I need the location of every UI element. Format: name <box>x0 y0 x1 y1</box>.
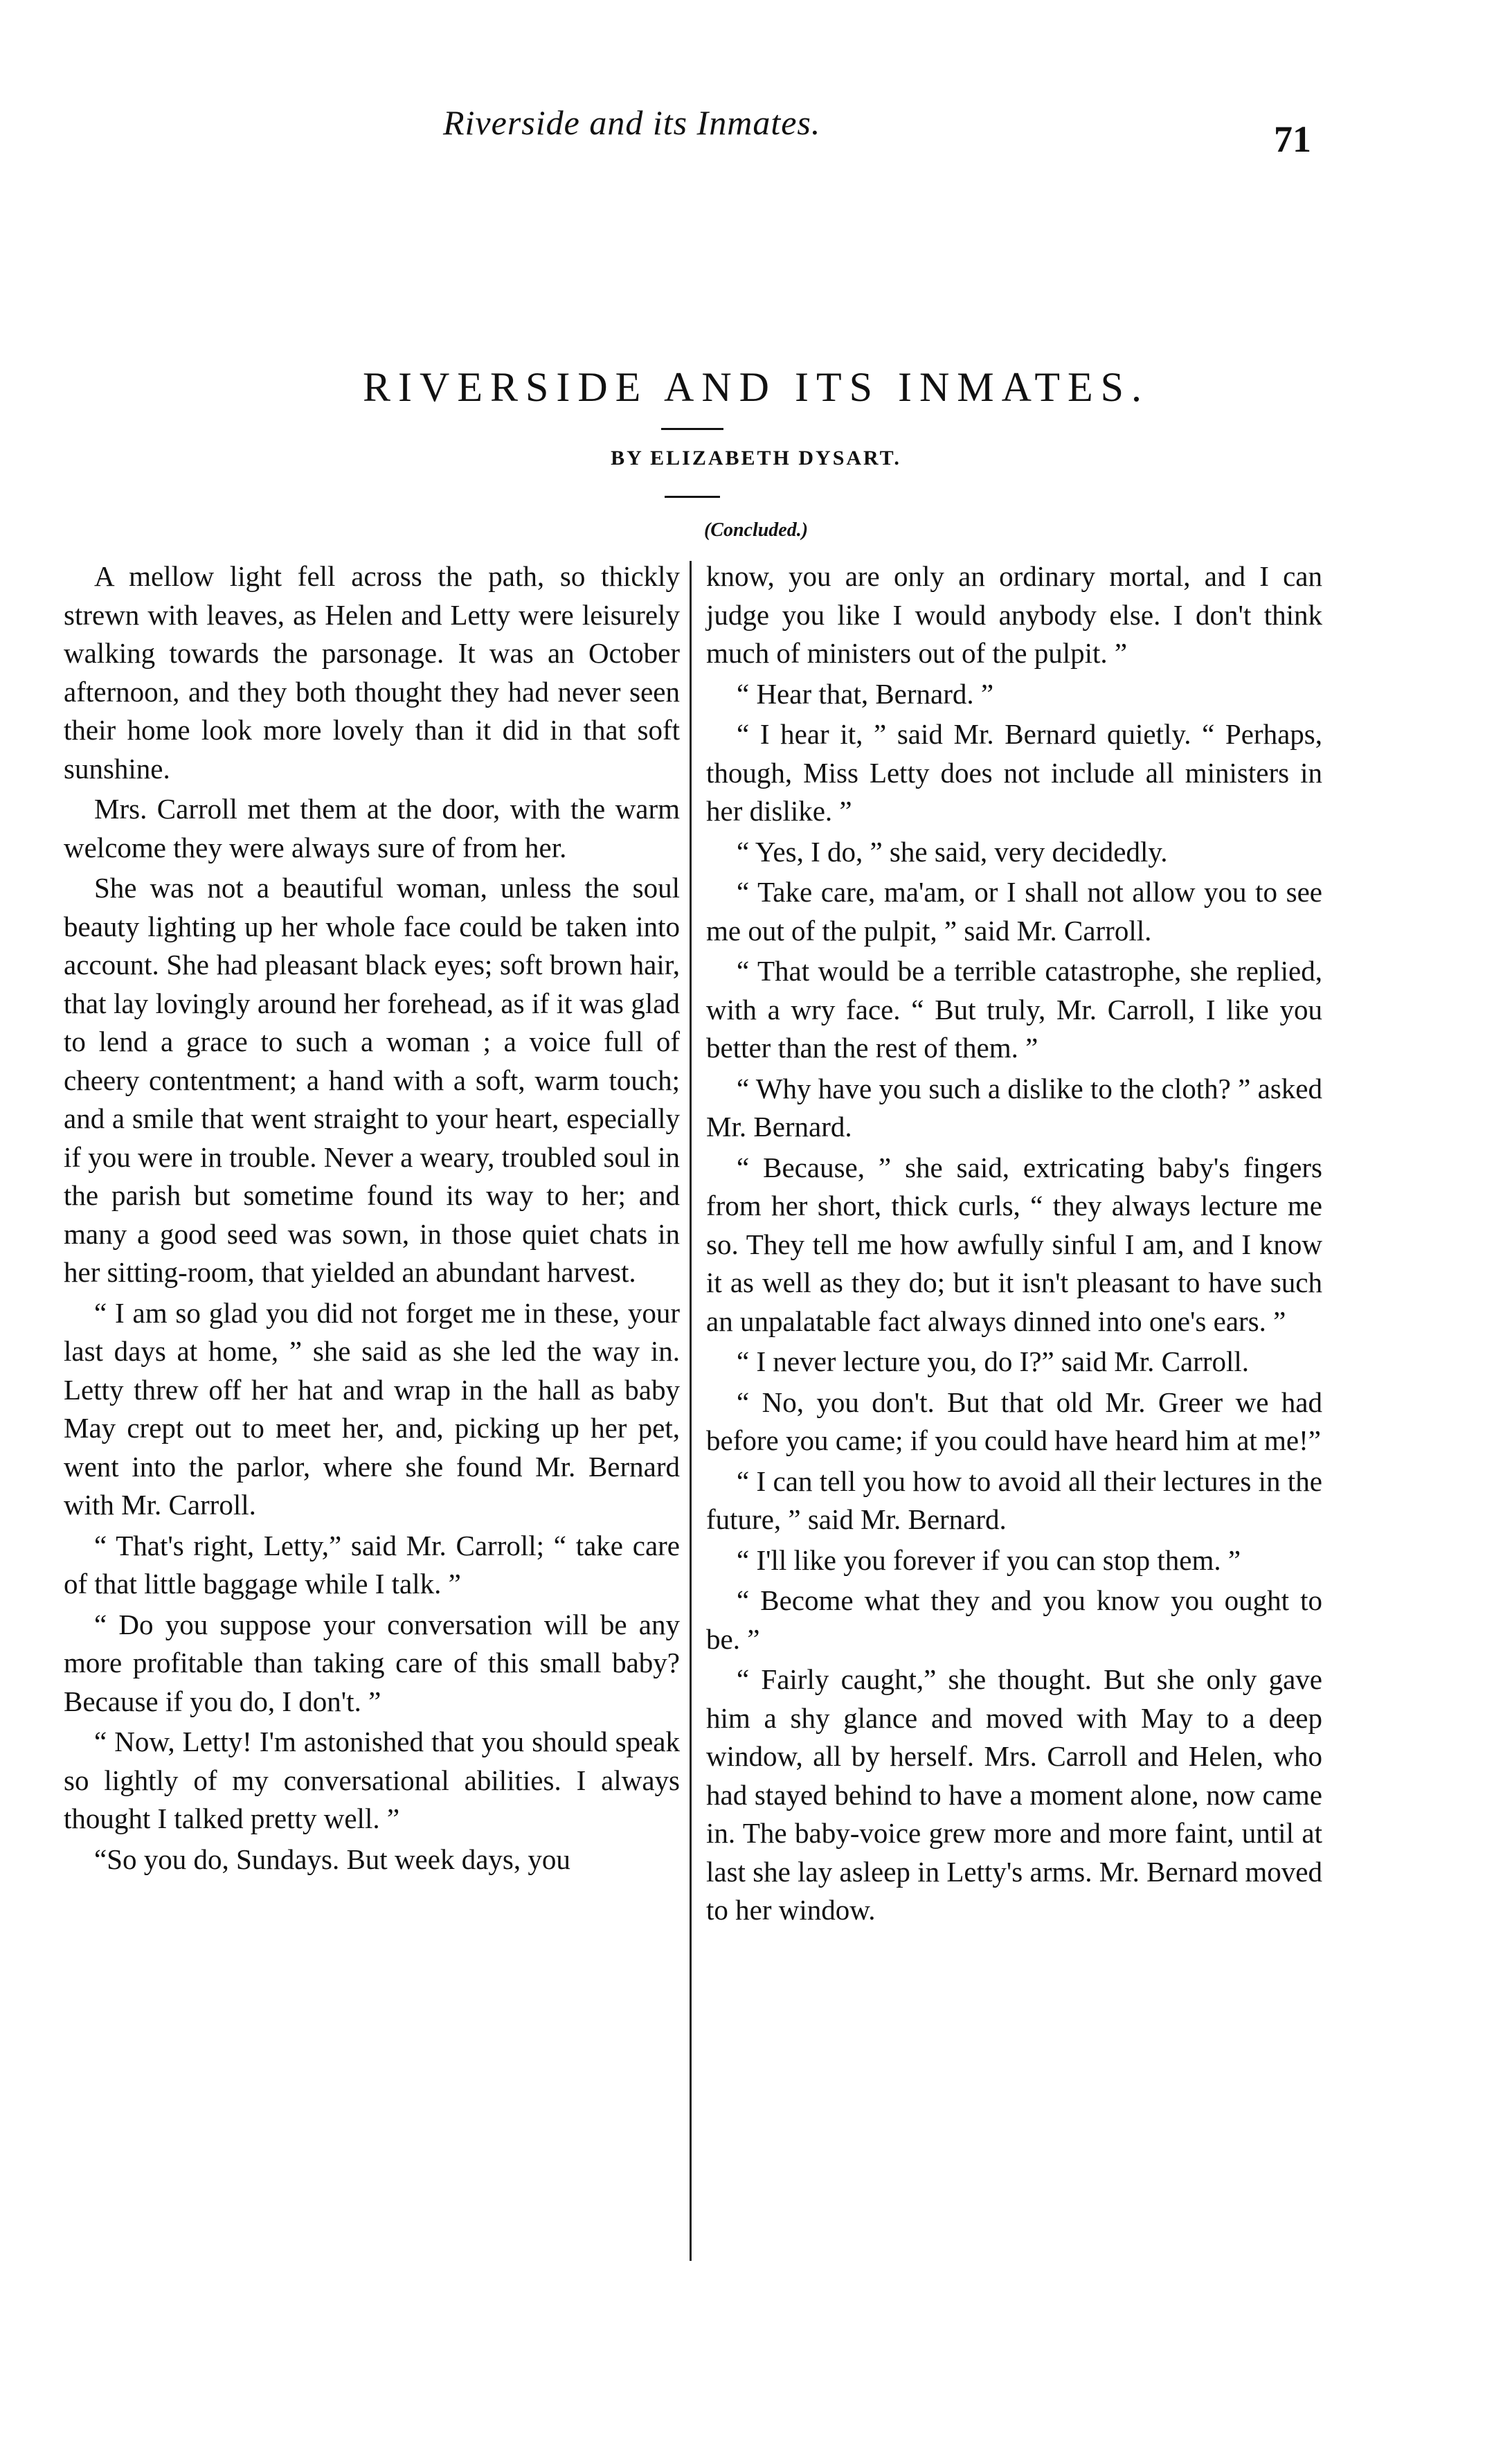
concluded-note: (Concluded.) <box>703 519 809 541</box>
paragraph: “ Yes, I do, ” she said, very decidedly. <box>737 835 1168 868</box>
paragraph: “ Hear that, Bernard. ” <box>737 677 994 710</box>
paragraph: “ Now, Letty! I'm astonished that you should speak so lightly of my conversational abilities. I always thought I talked pretty well. ” <box>64 1726 680 1834</box>
paragraph: She was not a beautiful woman, unless the soul beauty lighting up her whole face could be taken into account. She had pleasant black eyes; soft brown hair, that lay lovingly around her forehead, as if it was glad to lend a grace to such a woman ; a voice full of cheery contentment; a hand with a soft, warm touch; and a smile that went straight to your heart, especially if you were in trouble. Never a weary, troubled soul in the parish but sometime found its way to her; and many a good seed was sown, in those quiet chats in her sitting-room, that yielded an abundant harvest. <box>64 872 680 1288</box>
paragraph: “ I never lecture you, do I?” said Mr. Carroll. <box>737 1345 1250 1377</box>
running-head: Riverside and its Inmates. <box>443 103 821 142</box>
left-column <box>64 557 680 1881</box>
paragraph: “ Fairly caught,” she thought. But she only gave him a shy glance and moved with May to a deep window, all by herself. Mrs. Carroll and Helen, who had stayed behind to have a moment alone, now came in. The baby-voice grew more and more faint, until at last she lay asleep in Letty's arms. Mr. Bernard moved to her window. <box>706 1663 1322 1926</box>
paragraph: “ Why have you such a dislike to the cloth? ” asked Mr. Bernard. <box>706 1072 1322 1143</box>
paragraph: “ Because, ” she said, extricating baby's fingers from her short, thick curls, “ they always lecture me so. They tell me how awfully sinful I am, and I know it as well as they do; but it isn't pleasant to have such an unpalatable fact always dinned into one's ears. ” <box>706 1151 1322 1337</box>
right-column <box>706 557 1322 1932</box>
paragraph: “So you do, Sundays. But week days, you <box>94 1843 570 1875</box>
paragraph: “ I can tell you how to avoid all their lectures in the future, ” said Mr. Bernard. <box>706 1465 1322 1535</box>
article-title: RIVERSIDE AND ITS INMATES. <box>362 364 1150 410</box>
paragraph: “ That would be a terrible catastrophe, she replied, with a wry face. “ But truly, Mr. Carroll, I like you better than the rest of them. ” <box>706 955 1322 1064</box>
paragraph: A mellow light fell across the path, so thickly strewn with leaves, as Helen and Letty were leisurely walking towards the parsonage. It was an October afternoon, and they both thought they had never seen their home look more lovely than it did in that soft sunshine. <box>64 560 680 785</box>
paragraph: “ I hear it, ” said Mr. Bernard quietly. “ Perhaps, though, Miss Letty does not include all ministers in her dislike. ” <box>706 718 1322 827</box>
byline-rule <box>665 496 720 498</box>
column-divider <box>690 561 692 2261</box>
page-number: 71 <box>1274 118 1311 160</box>
paragraph: “ Do you suppose your conversation will be any more profitable than taking care of this small baby? Because if you do, I don't. ” <box>64 1608 680 1717</box>
paragraph: “ That's right, Letty,” said Mr. Carroll; “ take care of that little baggage while I talk. ” <box>64 1529 680 1600</box>
paragraph: “ I'll like you forever if you can stop them. ” <box>737 1543 1241 1576</box>
paragraph: “ Become what they and you know you ought to be. ” <box>706 1584 1322 1655</box>
paragraph: know, you are only an ordinary mortal, and I can judge you like I would anybody else. I don't think much of ministers out of the pulpit. ” <box>706 560 1322 669</box>
paragraph: Mrs. Carroll met them at the door, with the warm welcome they were always sure of from her. <box>64 793 680 863</box>
title-rule <box>661 428 723 430</box>
paragraph: “ I am so glad you did not forget me in these, your last days at home, ” she said as she led the way in. Letty threw off her hat and wrap in the hall as baby May crept out to meet her, and, picking up her pet, went into the parlor, where she found Mr. Bernard with Mr. Carroll. <box>64 1296 680 1521</box>
paragraph: “ No, you don't. But that old Mr. Greer we had before you came; if you could have heard him at me!” <box>706 1386 1322 1456</box>
paragraph: “ Take care, ma'am, or I shall not allow you to see me out of the pulpit, ” said Mr. Carroll. <box>706 876 1322 947</box>
byline: BY ELIZABETH DYSART. <box>611 447 901 469</box>
